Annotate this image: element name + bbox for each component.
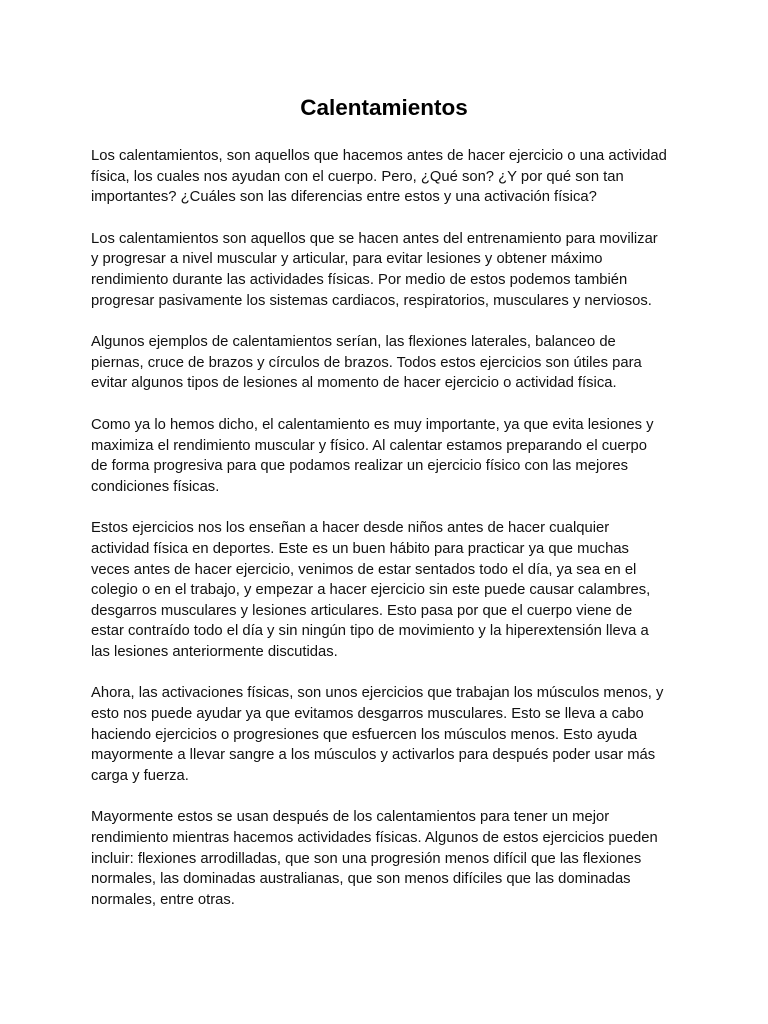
paragraph-line: rendimiento mientras hacemos actividades físicas. Algunos de estos ejercicios pueden bbox=[91, 830, 658, 847]
paragraph-1 bbox=[91, 146, 691, 208]
paragraph-line: y progresar a nivel muscular y articular, para evitar lesiones y obtener máximo bbox=[91, 251, 603, 268]
paragraph-line: incluir: flexiones arrodilladas, que son una progresión menos difícil que las flexiones bbox=[91, 850, 642, 867]
paragraph-line: normales, entre otras. bbox=[91, 891, 235, 908]
paragraph-line: carga y fuerza. bbox=[91, 767, 189, 784]
paragraph-5 bbox=[91, 518, 691, 662]
paragraph-line: evitar algunos tipos de lesiones al momento de hacer ejercicio o actividad física. bbox=[91, 375, 617, 392]
paragraph-line: Como ya lo hemos dicho, el calentamiento es muy importante, ya que evita lesiones y bbox=[91, 416, 654, 433]
paragraph-7 bbox=[91, 807, 691, 910]
paragraph-2 bbox=[91, 229, 691, 311]
paragraph-line: piernas, cruce de brazos y círculos de brazos. Todos estos ejercicios son útiles para bbox=[91, 354, 642, 371]
paragraph-line: las lesiones anteriormente discutidas. bbox=[91, 643, 338, 660]
paragraph-line: maximiza el rendimiento muscular y físico. Al calentar estamos preparando el cuerpo bbox=[91, 437, 647, 454]
paragraph-line: esto nos puede ayudar ya que evitamos desgarros musculares. Esto se lleva a cabo bbox=[91, 706, 644, 723]
paragraph-line: condiciones físicas. bbox=[91, 478, 220, 495]
paragraph-line: Los calentamientos son aquellos que se hacen antes del entrenamiento para movilizar bbox=[91, 230, 658, 247]
paragraph-4 bbox=[91, 415, 691, 497]
paragraph-line: colegio o en el trabajo, y empezar a hacer ejercicio sin este puede causar calambres, bbox=[91, 582, 651, 599]
paragraph-line: Estos ejercicios nos los enseñan a hacer desde niños antes de hacer cualquier bbox=[91, 520, 610, 537]
paragraph-line: Algunos ejemplos de calentamientos serían, las flexiones laterales, balanceo de bbox=[91, 334, 616, 351]
paragraph-line: importantes? ¿Cuáles son las diferencias entre estos y una activación física? bbox=[91, 189, 597, 206]
paragraph-6 bbox=[91, 683, 691, 786]
paragraph-line: progresar pasivamente los sistemas cardiacos, respiratorios, musculares y nerviosos. bbox=[91, 292, 652, 309]
paragraph-line: rendimiento durante las actividades físicas. Por medio de estos podemos también bbox=[91, 271, 628, 288]
paragraph-line: Ahora, las activaciones físicas, son unos ejercicios que trabajan los músculos menos, y bbox=[91, 685, 664, 702]
document-title: Calentamientos bbox=[300, 95, 468, 120]
paragraph-line: física, los cuales nos ayudan con el cuerpo. Pero, ¿Qué son? ¿Y por qué son tan bbox=[91, 168, 624, 185]
paragraph-3 bbox=[91, 332, 691, 394]
paragraph-line: normales, las dominadas australianas, que son menos difíciles que las dominadas bbox=[91, 871, 631, 888]
document-body bbox=[91, 146, 691, 931]
paragraph-line: actividad física en deportes. Este es un buen hábito para practicar ya que muchas bbox=[91, 540, 629, 557]
paragraph-line: Mayormente estos se usan después de los calentamientos para tener un mejor bbox=[91, 809, 610, 826]
paragraph-line: mayormente a llevar sangre a los músculos y activarlos para después poder usar más bbox=[91, 747, 656, 764]
paragraph-line: Los calentamientos, son aquellos que hacemos antes de hacer ejercicio o una actividad bbox=[91, 148, 667, 164]
paragraph-line: estar contraído todo el día y sin ningún tipo de movimiento y la hiperextensión lleva a bbox=[91, 623, 649, 640]
paragraph-line: desgarros musculares y lesiones articulares. Esto pasa por que el cuerpo viene de bbox=[91, 602, 633, 619]
paragraph-line: de forma progresiva para que podamos realizar un ejercicio físico con las mejores bbox=[91, 458, 629, 475]
paragraph-line: haciendo ejercicios o progresiones que esfuercen los músculos menos. Esto ayuda bbox=[91, 726, 638, 743]
paragraph-line: veces antes de hacer ejercicio, venimos de estar sentados todo el día, ya sea en el bbox=[91, 561, 637, 578]
